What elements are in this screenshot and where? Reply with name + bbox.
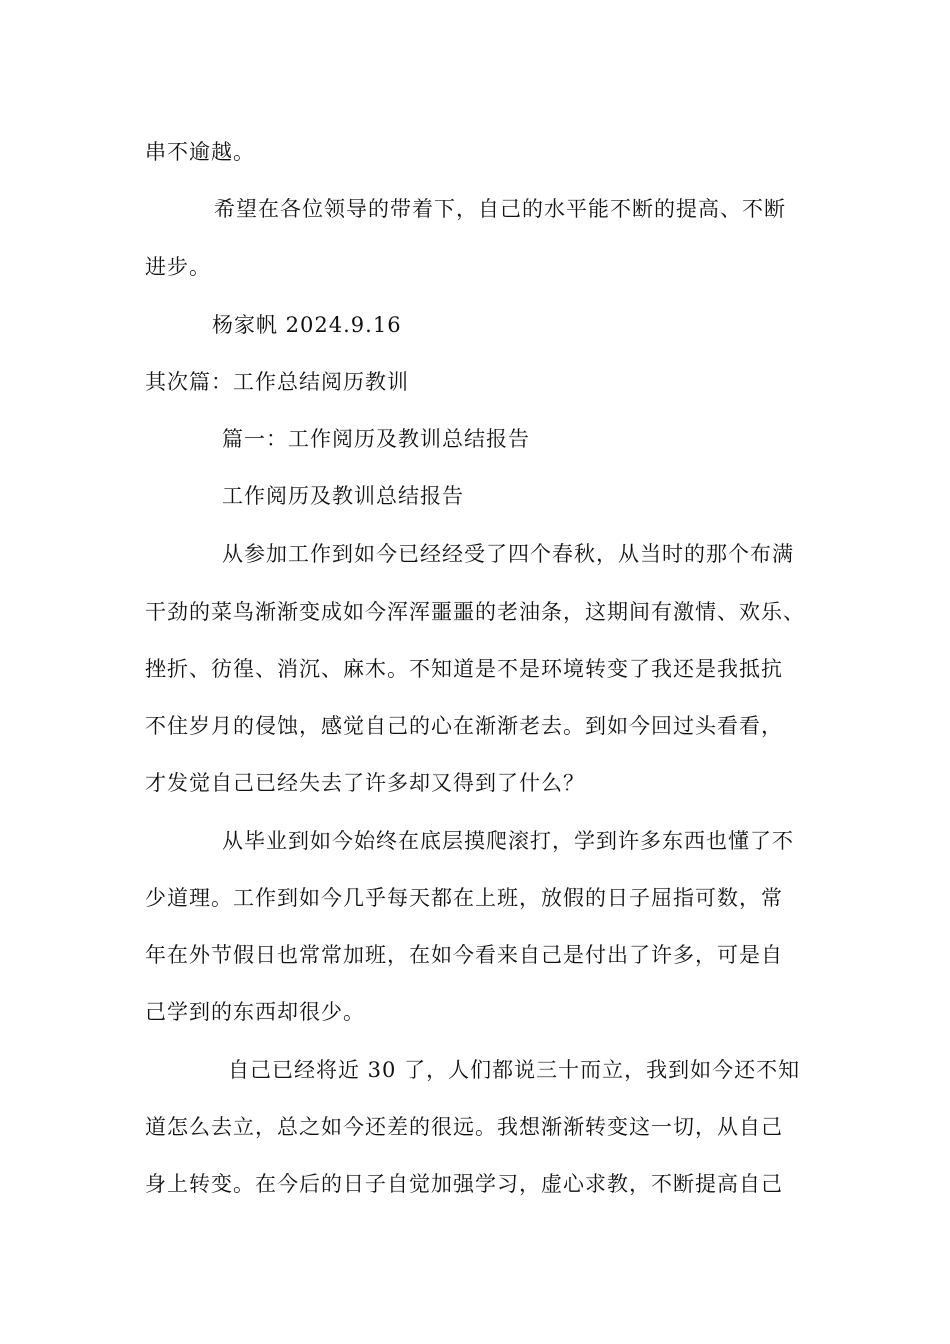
text-line: 串不逾越。 bbox=[145, 140, 255, 164]
text-line: 才发觉自己已经失去了许多却又得到了什么？ bbox=[145, 771, 585, 795]
text-line: 从毕业到如今始终在底层摸爬滚打，学到许多东西也懂了不 bbox=[222, 829, 794, 853]
text-line: 从参加工作到如今已经经受了四个春秋，从当时的那个布满 bbox=[222, 542, 794, 566]
text-line: 己学到的东西却很少。 bbox=[145, 1000, 365, 1024]
text-line: 挫折、彷徨、消沉、麻木。不知道是不是环境转变了我还是我抵抗 bbox=[145, 657, 783, 681]
text-line: 少道理。工作到如今几乎每天都在上班，放假的日子屈指可数，常 bbox=[145, 886, 783, 910]
text-line: 进步。 bbox=[145, 255, 211, 279]
text-line: 希望在各位领导的带着下，自己的水平能不断的提高、不断 bbox=[214, 197, 786, 221]
text-line: 年在外节假日也常常加班，在如今看来自己是付出了许多，可是自 bbox=[145, 943, 783, 967]
text-line: 不住岁月的侵蚀，感觉自己的心在渐渐老去。到如今回过头看看， bbox=[145, 714, 783, 738]
text-line: 干劲的菜鸟渐渐变成如今浑浑噩噩的老油条，这期间有激情、欢乐、 bbox=[145, 600, 805, 624]
text-line: 自己已经将近 30 了，人们都说三十而立，我到如今还不知 bbox=[228, 1058, 801, 1082]
section-heading: 其次篇：工作总结阅历教训 bbox=[145, 370, 409, 394]
text-line: 身上转变。在今后的日子自觉加强学习，虚心求教，不断提高自己 bbox=[145, 1172, 783, 1196]
subsection-heading: 篇一：工作阅历及教训总结报告 bbox=[222, 427, 530, 451]
text-line: 道怎么去立，总之如今还差的很远。我想渐渐转变这一切，从自己 bbox=[145, 1115, 783, 1139]
report-title: 工作阅历及教训总结报告 bbox=[222, 484, 464, 508]
signature-line: 杨家帆 2024.9.16 bbox=[212, 313, 402, 337]
